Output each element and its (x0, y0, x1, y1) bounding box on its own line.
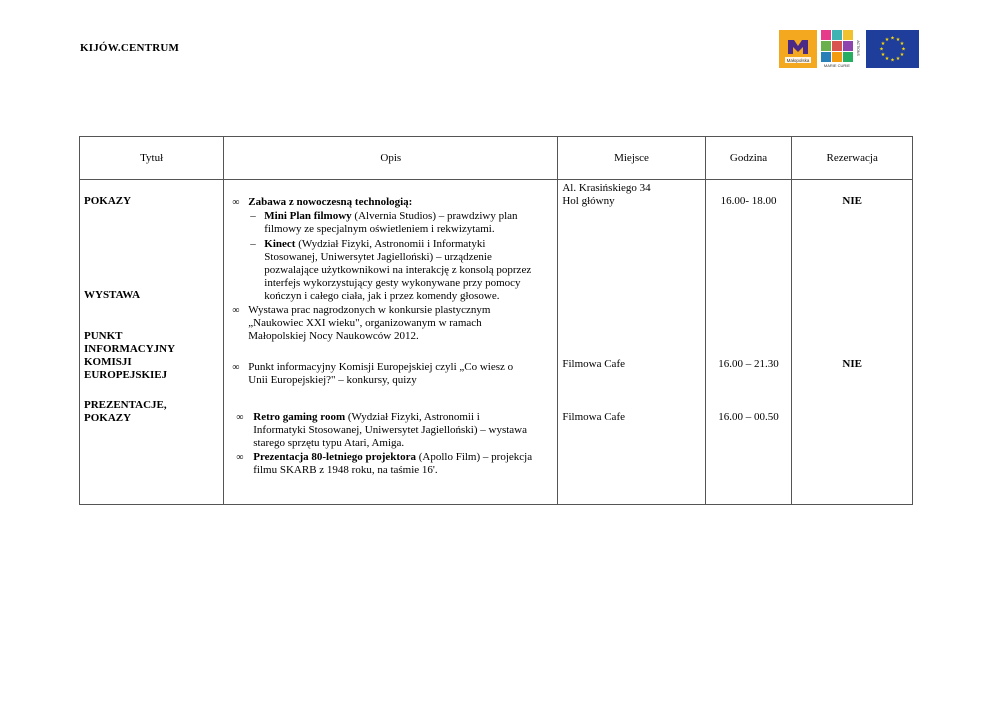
svg-text:Małopolska: Małopolska (786, 58, 810, 63)
godzina-2: 16.00 – 21.30 (718, 358, 779, 370)
title-punkt-line3: KOMISJI (84, 356, 132, 368)
title-wystawa: WYSTAWA (84, 289, 141, 301)
col-header-godzina: Godzina (705, 137, 792, 180)
opis-projektor-line2: filmu SKARB z 1948 roku, na taśmie 16'. (253, 464, 438, 476)
opis-retro-line1 (253, 411, 480, 424)
dash-bullet-icon: – (250, 238, 256, 250)
miejsce-2: Filmowa Cafe (562, 358, 625, 370)
title-punkt-line2: INFORMACYJNY (84, 343, 176, 355)
cell-rezerwacja (792, 180, 913, 505)
eu-star-icon: ★ (895, 37, 901, 43)
infinity-bullet-icon: ∞ (232, 197, 240, 208)
eu-star-icon: ★ (895, 57, 901, 63)
infinity-bullet-icon: ∞ (232, 362, 240, 373)
opis-wystawa-line3: Małopolskiej Nocy Naukowców 2012. (248, 330, 419, 342)
eu-star-icon: ★ (879, 47, 884, 53)
godzina-3: 16.00 – 00.50 (718, 411, 779, 423)
opis-retro-name: Retro gaming room (253, 411, 346, 423)
miejsce-1-line2: Hol główny (562, 195, 615, 207)
opis-mini-plan-line1 (264, 210, 517, 223)
opis-kinect-line1 (264, 238, 485, 251)
rezerwacja-1: NIE (842, 195, 862, 207)
eu-star-icon: ★ (890, 36, 895, 42)
cell-opis (224, 180, 558, 505)
opis-kinect-name: Kinect (264, 238, 296, 250)
eu-star-icon: ★ (880, 42, 886, 47)
opis-projektor-desc: (Apollo Film) – projekcja (415, 451, 533, 463)
eu-star-icon: ★ (880, 53, 886, 58)
infinity-bullet-icon: ∞ (236, 452, 244, 463)
miejsce-3: Filmowa Cafe (562, 411, 625, 423)
title-punkt-line1: PUNKT (84, 330, 123, 342)
svg-text:MARIE CURIE: MARIE CURIE (823, 63, 851, 68)
page-title: KIJÓW.CENTRUM (80, 42, 180, 54)
col-header-miejsce: Miejsce (558, 137, 705, 180)
opis-mini-plan-name: Mini Plan filmowy (264, 210, 352, 222)
opis-wystawa-line2: „Naukowiec XXI wieku", organizowanym w ramach (248, 317, 482, 329)
infinity-bullet-icon: ∞ (236, 412, 244, 423)
title-pokazy: POKAZY (84, 195, 132, 207)
eu-star-icon: ★ (884, 57, 890, 63)
malopolska-logo (779, 30, 817, 68)
opis-retro-desc: (Wydział Fizyki, Astronomii i (345, 411, 480, 423)
eu-star-icon: ★ (899, 53, 905, 58)
col-header-tytul: Tytuł (80, 137, 224, 180)
rezerwacja-2: NIE (842, 358, 862, 370)
opis-mini-plan-desc: (Alvernia Studios) – prawdziwy plan (351, 210, 518, 222)
cell-tytul (80, 180, 224, 505)
infinity-bullet-icon: ∞ (232, 305, 240, 316)
opis-punkt-line1: Punkt informacyjny Komisji Europejskiej czyli „Co wiesz o (248, 361, 514, 373)
eu-flag-logo (866, 30, 919, 68)
eu-star-icon: ★ (899, 42, 905, 47)
eu-star-icon: ★ (901, 47, 906, 53)
cell-miejsce (558, 180, 705, 505)
title-prezentacje-line2: POKAZY (84, 412, 132, 424)
opis-projektor-name: Prezentacja 80-letniego projektora (253, 451, 416, 463)
miejsce-1-line1: Al. Krasińskiego 34 (562, 182, 651, 194)
godzina-1: 16.00- 18.00 (720, 195, 777, 207)
col-header-opis: Opis (224, 137, 558, 180)
dash-bullet-icon: – (250, 210, 256, 222)
opis-kinect-line5: kończyn i całego ciała, jak i przez komendy głosowe. (264, 290, 500, 302)
cell-godzina (705, 180, 792, 505)
eu-star-icon: ★ (890, 58, 895, 64)
title-punkt-line4: EUROPEJSKIEJ (84, 369, 168, 381)
marie-curie-actions-logo (821, 30, 861, 68)
col-header-rezerwacja: Rezerwacja (792, 137, 913, 180)
opis-wystawa-line1: Wystawa prac nagrodzonych w konkursie plastycznym (248, 304, 491, 316)
svg-text:ACTIONS: ACTIONS (856, 40, 860, 56)
opis-mini-plan-line2: filmowy ze specjalnym oświetleniem i rekwizytami. (264, 223, 495, 235)
opis-kinect-desc: (Wydział Fizyki, Astronomii i Informatyki (295, 238, 486, 250)
table-header-row (80, 137, 913, 180)
opis-retro-line2: Informatyki Stosowanej, Uniwersytet Jagielloński) – wystawa (253, 424, 527, 436)
opis-kinect-line3: pozwalające użytkownikowi na interakcję z konsolą poprzez (264, 264, 532, 276)
table-row (80, 180, 913, 505)
title-prezentacje-line1: PREZENTACJE, (84, 399, 167, 411)
eu-star-icon: ★ (884, 37, 890, 43)
program-table (79, 136, 913, 505)
opis-projektor-line1 (253, 451, 532, 464)
opis-kinect-line4: interfejs wykorzystujący gesty wykonywane przy pomocy (264, 277, 521, 289)
opis-retro-line3: starego sprzętu typu Atari, Amiga. (253, 437, 405, 449)
opis-kinect-line2: Stosowanej, Uniwersytet Jagielloński) – urządzenie (264, 251, 492, 263)
opis-punkt-line2: Unii Europejskiej?" – konkursy, quizy (248, 374, 417, 386)
opis-zabawa-title: Zabawa z nowoczesną technologią: (248, 196, 413, 208)
